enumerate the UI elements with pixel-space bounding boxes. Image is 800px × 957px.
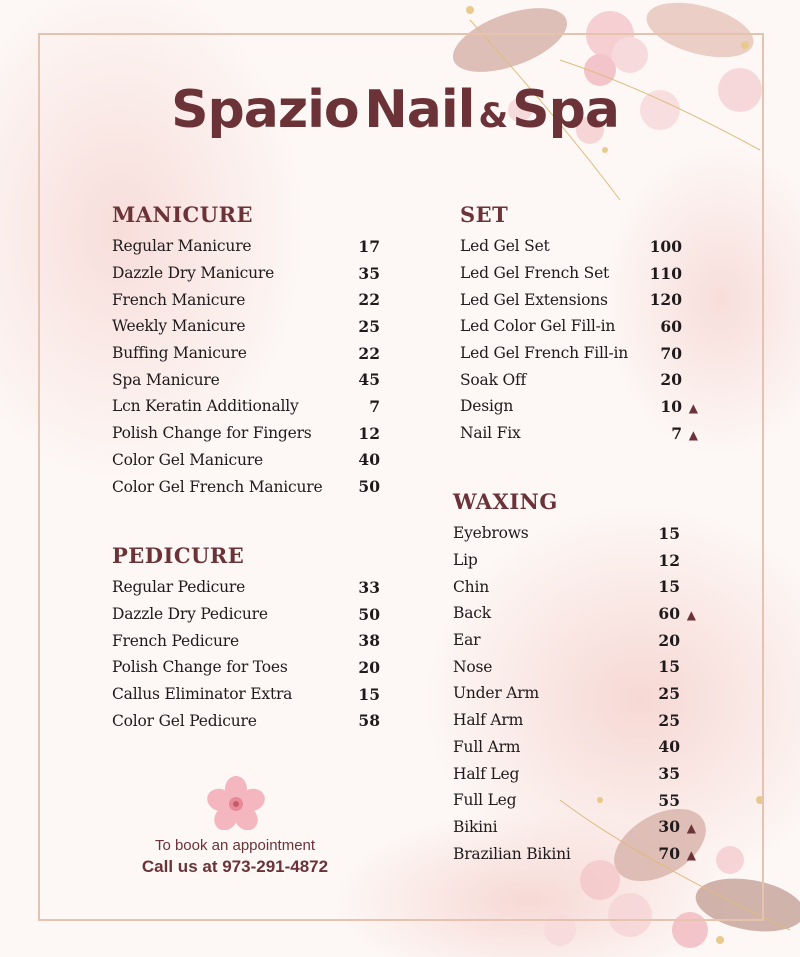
price-value: 30	[658, 817, 680, 837]
manicure-title: MANICURE	[112, 202, 254, 227]
menu-item	[112, 393, 380, 420]
menu-item	[460, 393, 698, 420]
service-price	[658, 631, 696, 650]
service-name: Half Arm	[453, 711, 524, 730]
service-price	[358, 658, 380, 677]
price-value: 17	[358, 236, 380, 256]
triangle-icon: ▲	[686, 607, 696, 622]
service-name: Led Gel French Fill-in	[460, 344, 629, 363]
service-name: Callus Eliminator Extra	[112, 685, 293, 704]
menu-item	[460, 233, 698, 260]
service-name: Full Leg	[453, 791, 517, 810]
price-value: 70	[660, 343, 682, 363]
waxing-title: WAXING	[453, 489, 558, 514]
page-title	[0, 80, 790, 140]
price-value: 20	[658, 630, 680, 650]
service-name: Color Gel French Manicure	[112, 477, 323, 496]
price-value: 55	[658, 790, 680, 810]
service-price	[358, 344, 380, 363]
title-word-nail: Nail	[364, 80, 475, 140]
triangle-icon: ▲	[688, 400, 698, 415]
price-value: 15	[358, 684, 380, 704]
service-price	[358, 317, 380, 336]
cherry-blossom-icon	[207, 776, 265, 830]
service-price	[358, 605, 380, 624]
menu-item	[460, 420, 698, 447]
service-name: Design	[460, 397, 514, 416]
triangle-icon: ▲	[686, 848, 696, 863]
menu-item	[453, 760, 696, 787]
service-name: Polish Change for Toes	[112, 658, 288, 677]
price-value: 110	[649, 263, 682, 283]
price-value: 7	[369, 396, 380, 416]
service-name: Led Gel French Set	[460, 264, 610, 283]
service-price	[358, 477, 380, 496]
price-value: 40	[658, 737, 680, 757]
price-value: 10	[660, 396, 682, 416]
pedicure-list	[112, 574, 380, 734]
service-price	[658, 817, 696, 836]
service-price	[660, 397, 698, 416]
price-value: 22	[358, 290, 380, 310]
menu-item	[453, 814, 696, 841]
service-price	[369, 397, 380, 416]
price-value: 100	[649, 236, 682, 256]
service-name: Ear	[453, 631, 481, 650]
menu-item	[453, 653, 696, 680]
price-value: 120	[649, 290, 682, 310]
service-name: Lip	[453, 551, 478, 570]
service-price	[650, 290, 698, 309]
price-value: 22	[358, 343, 380, 363]
menu-item	[453, 840, 696, 867]
menu-item	[460, 286, 698, 313]
price-value: 58	[358, 711, 380, 731]
price-value: 50	[358, 477, 380, 497]
service-price	[358, 450, 380, 469]
service-price	[660, 370, 698, 389]
menu-item	[112, 574, 380, 601]
price-value: 15	[658, 577, 680, 597]
service-price	[658, 604, 696, 623]
menu-item	[112, 420, 380, 447]
price-value: 70	[658, 844, 680, 864]
service-price	[358, 631, 380, 650]
service-price	[658, 737, 696, 756]
service-price	[650, 237, 698, 256]
menu-item	[112, 473, 380, 500]
menu-item	[460, 340, 698, 367]
menu-item	[112, 313, 380, 340]
price-value: 40	[358, 450, 380, 470]
menu-item	[112, 601, 380, 628]
service-name: French Pedicure	[112, 631, 239, 650]
service-price	[358, 264, 380, 283]
price-value: 35	[358, 263, 380, 283]
menu-item	[460, 260, 698, 287]
service-name: French Manicure	[112, 290, 246, 309]
service-name: Led Gel Set	[460, 237, 550, 256]
service-name: Led Gel Extensions	[460, 290, 608, 309]
service-price	[671, 424, 698, 443]
service-price	[658, 577, 696, 596]
menu-item	[460, 366, 698, 393]
service-price	[660, 344, 698, 363]
title-word-spazio: Spazio	[171, 80, 359, 140]
set-title: SET	[460, 202, 509, 227]
triangle-icon: ▲	[686, 821, 696, 836]
menu-item	[453, 573, 696, 600]
pedicure-title: PEDICURE	[112, 543, 245, 568]
price-value: 12	[358, 423, 380, 443]
booking-phone[interactable]: Call us at 973-291-4872	[141, 857, 329, 876]
price-value: 25	[658, 710, 680, 730]
price-value: 38	[358, 631, 380, 651]
title-ampersand: &	[478, 96, 509, 136]
menu-item	[453, 547, 696, 574]
service-name: Bikini	[453, 817, 498, 836]
service-price	[358, 370, 380, 389]
service-name: Under Arm	[453, 684, 539, 703]
service-name: Full Arm	[453, 737, 521, 756]
service-price	[658, 844, 696, 863]
service-price	[650, 264, 698, 283]
set-list	[460, 233, 698, 447]
menu-item	[112, 260, 380, 287]
price-value: 60	[660, 316, 682, 336]
price-value: 35	[658, 764, 680, 784]
service-price	[660, 317, 698, 336]
waxing-list	[453, 520, 696, 867]
menu-item	[453, 707, 696, 734]
price-value: 20	[660, 370, 682, 390]
service-name: Dazzle Dry Manicure	[112, 264, 275, 283]
menu-item	[453, 520, 696, 547]
service-price	[358, 711, 380, 730]
price-value: 15	[658, 657, 680, 677]
service-name: Led Color Gel Fill-in	[460, 317, 616, 336]
service-name: Dazzle Dry Pedicure	[112, 605, 268, 624]
menu-item	[112, 233, 380, 260]
service-name: Spa Manicure	[112, 370, 220, 389]
service-name: Soak Off	[460, 370, 527, 389]
menu-item	[453, 787, 696, 814]
service-name: Weekly Manicure	[112, 317, 246, 336]
service-price	[358, 424, 380, 443]
price-value: 50	[358, 604, 380, 624]
price-value: 45	[358, 370, 380, 390]
price-value: 12	[658, 550, 680, 570]
service-name: Nail Fix	[460, 424, 521, 443]
service-price	[358, 578, 380, 597]
service-name: Buffing Manicure	[112, 344, 247, 363]
service-name: Eyebrows	[453, 524, 529, 543]
menu-item	[453, 600, 696, 627]
service-price	[658, 684, 696, 703]
service-name: Chin	[453, 577, 489, 596]
menu-item	[112, 654, 380, 681]
service-name: Brazilian Bikini	[453, 844, 571, 863]
booking-line: To book an appointment	[154, 837, 316, 854]
service-price	[658, 791, 696, 810]
service-price	[358, 237, 380, 256]
service-name: Color Gel Pedicure	[112, 711, 257, 730]
price-value: 25	[358, 316, 380, 336]
service-price	[658, 551, 696, 570]
service-price	[358, 290, 380, 309]
service-name: Half Leg	[453, 764, 520, 783]
service-price	[658, 764, 696, 783]
menu-item	[112, 286, 380, 313]
price-value: 15	[658, 523, 680, 543]
menu-item	[453, 680, 696, 707]
menu-item	[112, 681, 380, 708]
manicure-list	[112, 233, 380, 500]
service-name: Back	[453, 604, 491, 623]
price-value: 60	[658, 603, 680, 623]
menu-item	[112, 340, 380, 367]
price-value: 7	[671, 423, 682, 443]
service-price	[658, 657, 696, 676]
triangle-icon: ▲	[688, 427, 698, 442]
menu-item	[112, 707, 380, 734]
service-price	[358, 685, 380, 704]
service-name: Regular Manicure	[112, 237, 252, 256]
price-value: 25	[658, 683, 680, 703]
menu-item	[112, 366, 380, 393]
service-name: Polish Change for Fingers	[112, 424, 312, 443]
title-word-spa: Spa	[512, 80, 619, 140]
menu-item	[453, 627, 696, 654]
service-name: Color Gel Manicure	[112, 450, 263, 469]
service-name: Nose	[453, 657, 493, 676]
menu-item	[112, 447, 380, 474]
menu-item	[112, 627, 380, 654]
service-name: Lcn Keratin Additionally	[112, 397, 299, 416]
service-name: Regular Pedicure	[112, 578, 246, 597]
price-value: 20	[358, 657, 380, 677]
service-price	[658, 711, 696, 730]
menu-item	[453, 734, 696, 761]
price-value: 33	[358, 577, 380, 597]
menu-item	[460, 313, 698, 340]
service-price	[658, 524, 696, 543]
